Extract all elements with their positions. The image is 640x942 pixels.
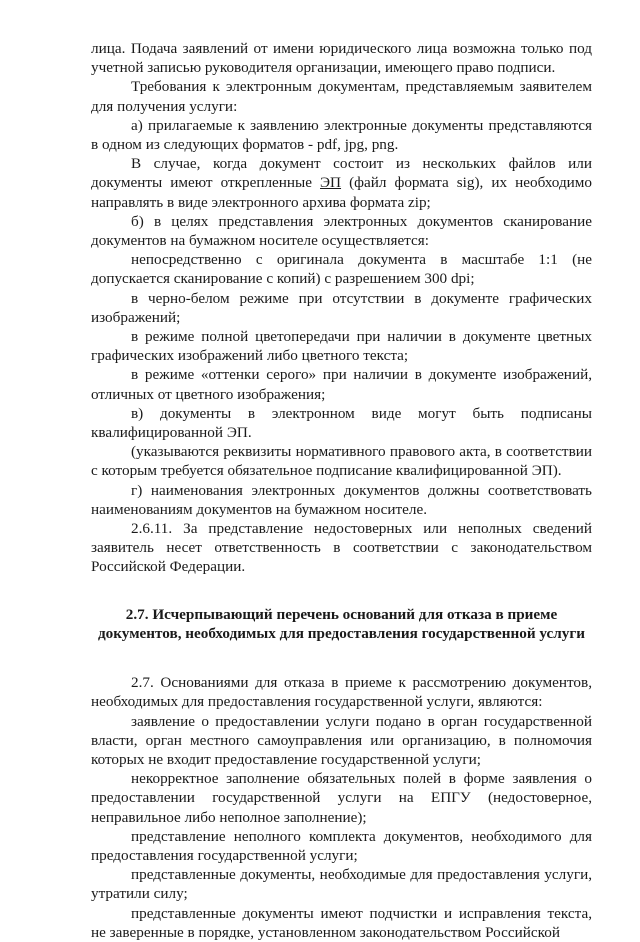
paragraph-multiple-files — [91, 154, 592, 212]
paragraph-wrong-authority: заявление о предоставлении услуги подано в орган государственной власти, орган местного самоуправления или организацию, в полномочия которых не входит предоставление государственной услуги; — [91, 712, 592, 768]
ep-underlined-term: ЭП — [320, 174, 342, 192]
paragraph-2-6-11: 2.6.11. За представление недостоверных или неполных сведений заявитель несет ответственность в соответствии с законодательством Российской Федерации. — [91, 520, 592, 576]
paragraph-corrections: представленные документы имеют подчистки и исправления текста, не заверенные в порядке, установленном законодательством Российской — [91, 904, 592, 941]
sig-text-after: (файл формата sig), их необходимо направлять в виде электронного архива формата zip; — [91, 174, 593, 211]
paragraph-legal-act-note: (указываются реквизиты нормативного правового акта, в соответствии с которым требуется обязательное подписание квалифицированной ЭП). — [91, 443, 592, 480]
paragraph-incomplete-set: представление неполного комплекта документов, необходимого для предоставления государственной услуги; — [91, 827, 592, 864]
paragraph-item-b: б) в целях представления электронных документов сканирование документов на бумажном носителе осуществляется: — [91, 212, 592, 250]
paragraph-continuation: лица. Подача заявлений от имени юридического лица возможна только под учетной записью руководителя организации, имеющего право подписи. — [91, 40, 592, 77]
paragraph-scan-color: в режиме полной цветопередачи при наличии в документе цветных графических изображений либо цветного текста; — [91, 328, 592, 365]
paragraph-requirements-intro: Требования к электронным документам, представляемым заявителем для получения услуги: — [91, 78, 592, 115]
section-heading-2-7: 2.7. Исчерпывающий перечень оснований для отказа в приеме документов, необходимых для предоставления государственной услуги — [97, 605, 586, 642]
paragraph-scan-gray: в режиме «оттенки серого» при наличии в документе изображений, отличных от цветного изображения; — [91, 366, 592, 403]
paragraph-2-7-grounds: 2.7. Основаниями для отказа в приеме к рассмотрению документов, необходимых для предоставления государственной услуги, являются: — [91, 674, 592, 711]
paragraph-scan-original: непосредственно с оригинала документа в масштабе 1:1 (не допускается сканирование с копий) с разрешением 300 dpi; — [91, 251, 592, 288]
paragraph-item-v: в) документы в электронном виде могут быть подписаны квалифицированной ЭП. — [91, 404, 592, 442]
paragraph-scan-bw: в черно-белом режиме при отсутствии в документе графических изображений; — [91, 289, 592, 326]
paragraph-item-g: г) наименования электронных документов должны соответствовать наименованиям документов на бумажном носителе. — [91, 481, 592, 518]
sig-text-before: В случае, когда документ состоит из нескольких файлов или документы имеют открепленные — [91, 155, 592, 192]
paragraph-expired-documents: представленные документы, необходимые для предоставления услуги, утратили силу; — [91, 866, 592, 903]
paragraph-item-a: а) прилагаемые к заявлению электронные документы представляются в одном из следующих форматов - pdf, jpg, png. — [91, 116, 592, 154]
paragraph-incorrect-fields: некорректное заполнение обязательных полей в форме заявления о предоставлении государственной услуги на ЕПГУ (недостоверное, неправильное либо неполное заполнение); — [91, 770, 592, 826]
